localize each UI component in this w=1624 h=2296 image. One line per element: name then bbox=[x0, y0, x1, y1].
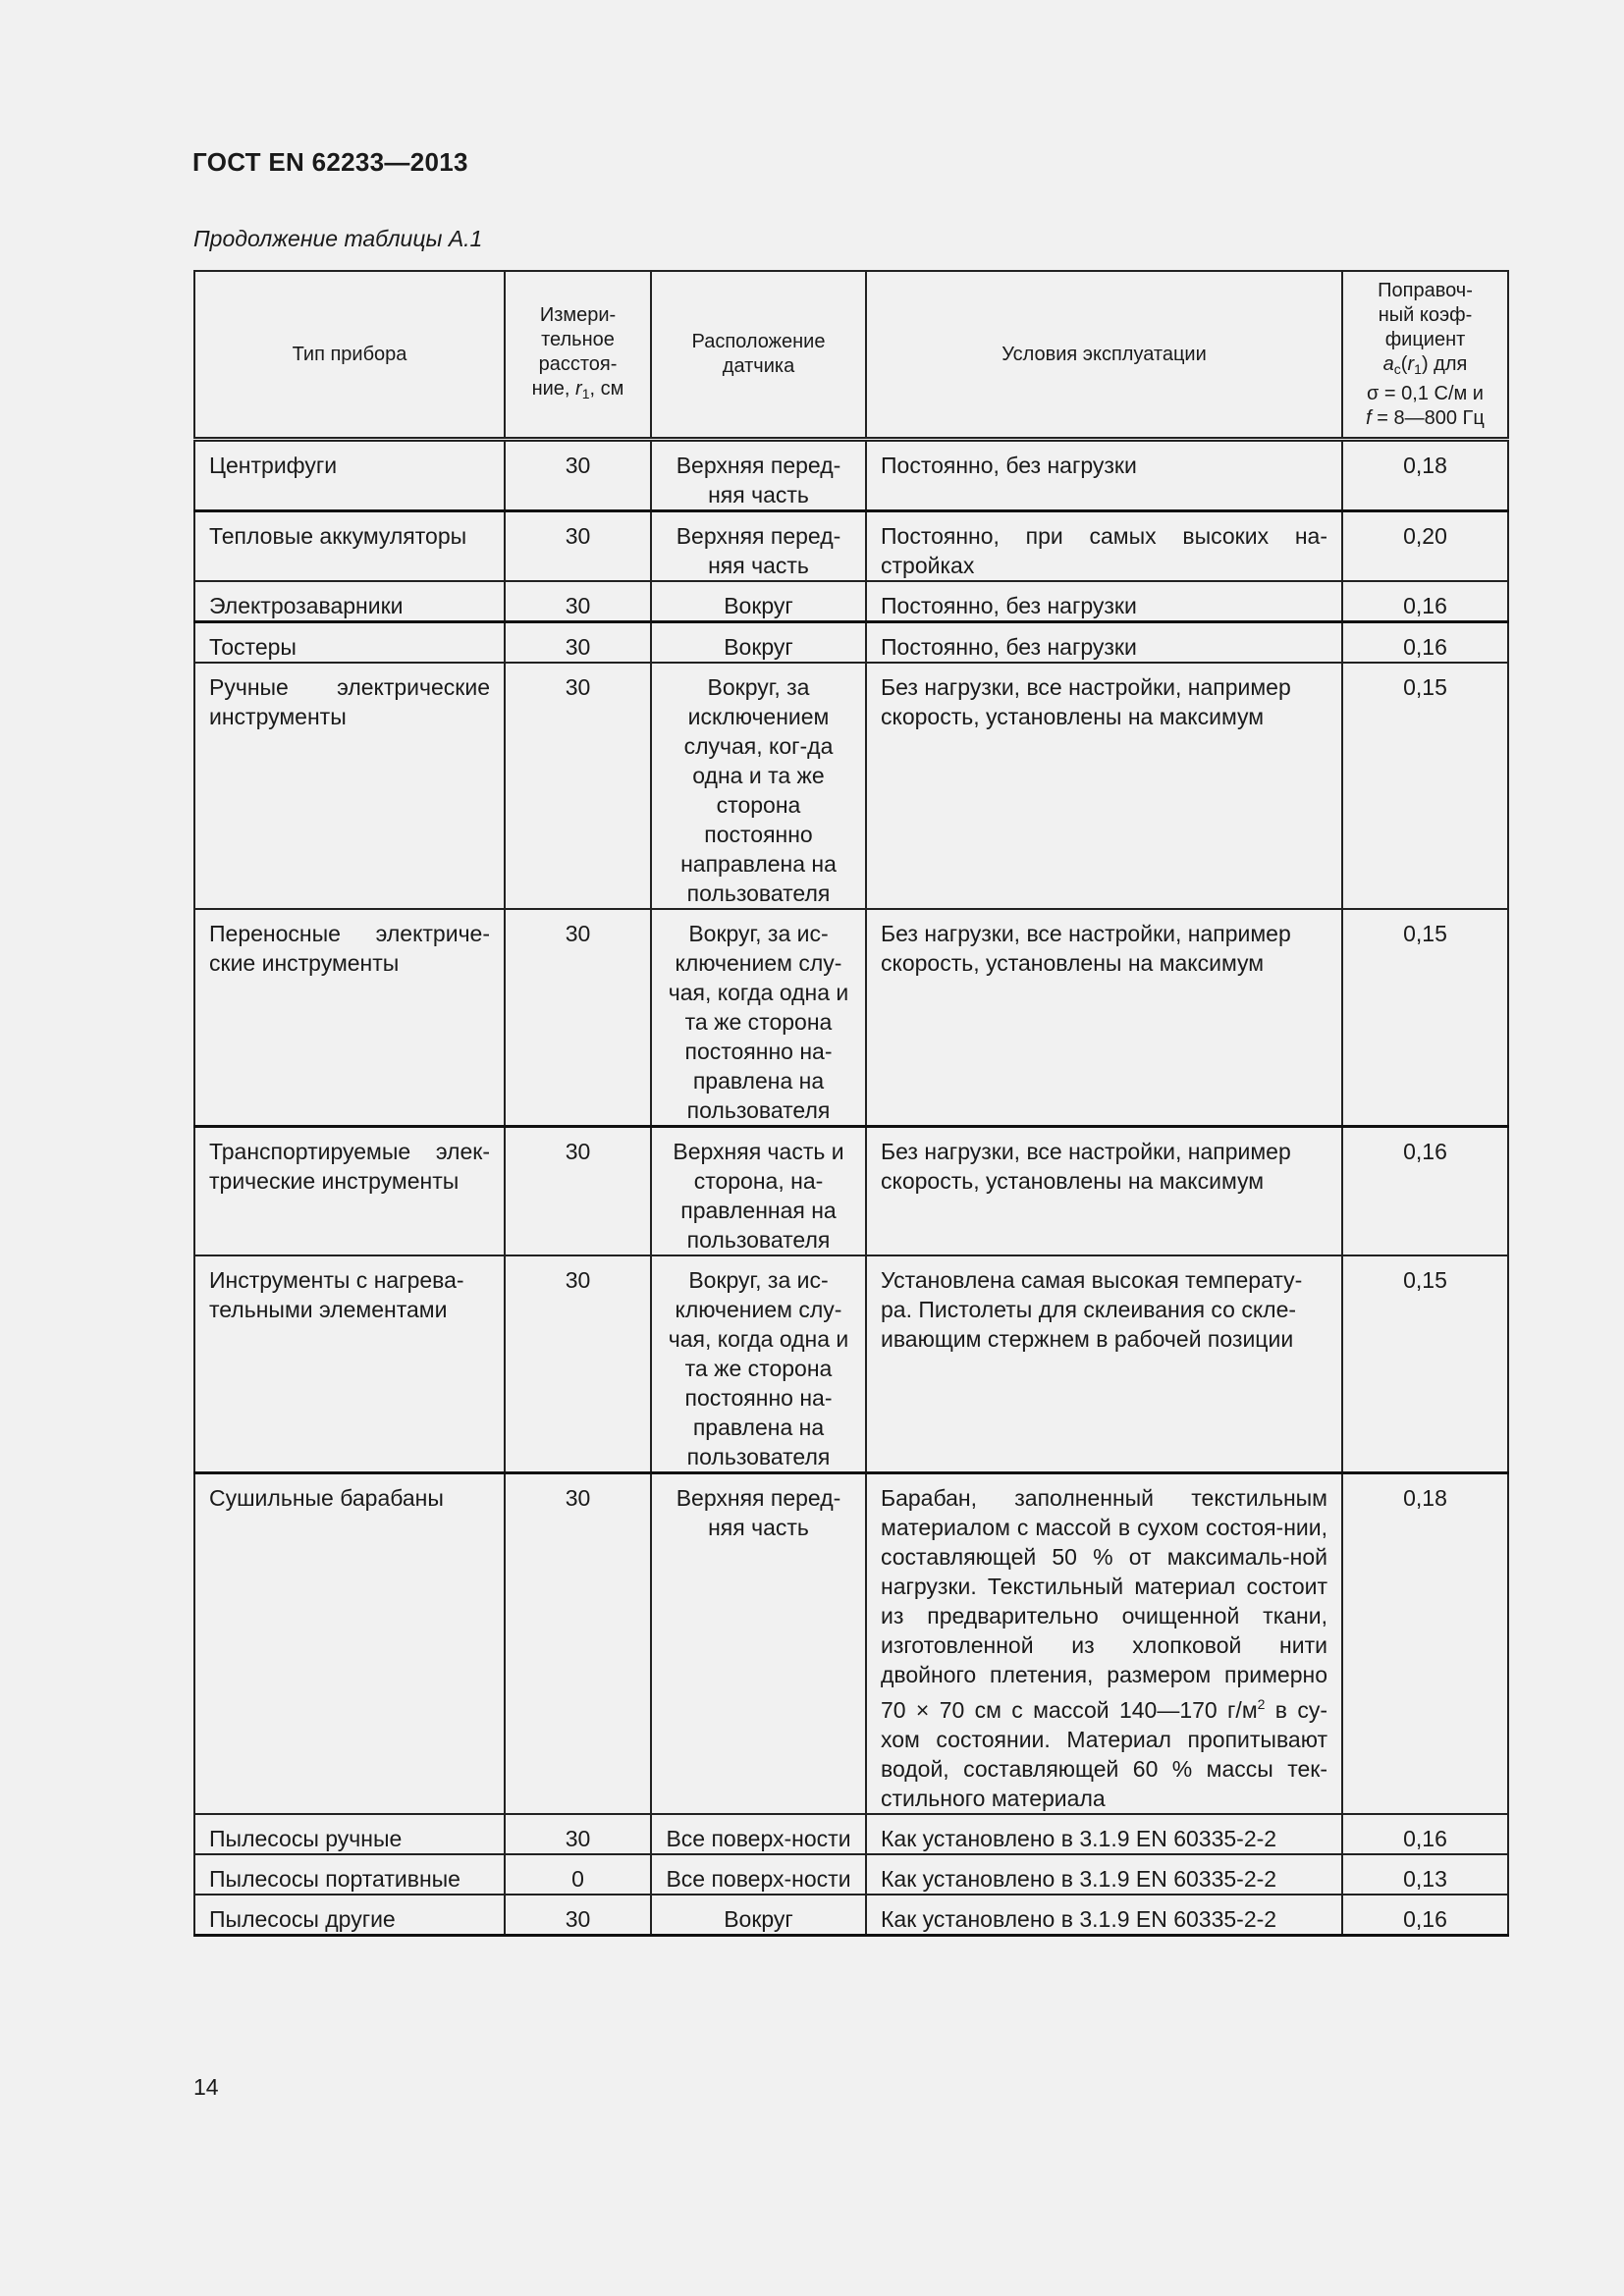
table-caption: Продолжение таблицы А.1 bbox=[193, 226, 483, 251]
cell-sensor: Вокруг, за ис-ключением слу-чая, когда одна и та же сторона постоянно на-правлена на пользователя bbox=[651, 909, 866, 1127]
column-header-sensor: Расположение датчика bbox=[651, 271, 866, 440]
cell-sensor: Вокруг, за исключением случая, ког-да одна и та же сторона постоянно направлена на пользователя bbox=[651, 663, 866, 909]
cell-factor: 0,13 bbox=[1342, 1854, 1508, 1895]
table-row bbox=[194, 1255, 1508, 1473]
cell-conditions: Постоянно, без нагрузки bbox=[866, 440, 1342, 511]
document-header: ГОСТ EN 62233—2013 bbox=[192, 147, 468, 177]
cell-conditions: Как установлено в 3.1.9 EN 60335-2-2 bbox=[866, 1895, 1342, 1936]
cell-type: Инструменты с нагрева-тельными элементами bbox=[194, 1255, 505, 1473]
cell-type: Пылесосы ручные bbox=[194, 1814, 505, 1854]
table-row bbox=[194, 622, 1508, 664]
cell-sensor: Все поверх-ности bbox=[651, 1814, 866, 1854]
table-row bbox=[194, 511, 1508, 582]
cell-type: Тостеры bbox=[194, 622, 505, 664]
cell-distance: 30 bbox=[505, 1895, 651, 1936]
cell-factor: 0,16 bbox=[1342, 622, 1508, 664]
cell-type: Пылесосы другие bbox=[194, 1895, 505, 1936]
cell-factor: 0,16 bbox=[1342, 1127, 1508, 1256]
cell-type: Пылесосы портативные bbox=[194, 1854, 505, 1895]
table-row bbox=[194, 440, 1508, 511]
cell-distance: 30 bbox=[505, 1814, 651, 1854]
cell-distance: 30 bbox=[505, 440, 651, 511]
cell-type: Электрозаварники bbox=[194, 581, 505, 622]
cell-distance: 30 bbox=[505, 581, 651, 622]
cell-sensor: Верхняя перед-няя часть bbox=[651, 440, 866, 511]
cell-sensor: Вокруг bbox=[651, 622, 866, 664]
cell-factor: 0,16 bbox=[1342, 581, 1508, 622]
cell-conditions: Без нагрузки, все настройки, например скорость, установлены на максимум bbox=[866, 663, 1342, 909]
cell-distance: 30 bbox=[505, 1127, 651, 1256]
cell-factor: 0,18 bbox=[1342, 1473, 1508, 1815]
table-row bbox=[194, 581, 1508, 622]
cell-distance: 30 bbox=[505, 1255, 651, 1473]
cell-sensor: Все поверх-ности bbox=[651, 1854, 866, 1895]
cell-type: Центрифуги bbox=[194, 440, 505, 511]
cell-conditions: Барабан, заполненный текстильным материалом с массой в сухом состоя-нии, составляющей 50 % от максималь-ной нагрузки. Текстильный материал состоит из предварительно очищенной ткани, изготовленной из хлопковой нити двойного плетения, размером примерно 70 × 70 см с массой 140—170 $г/м^2$ в су-хом состоянии. Материал пропитывают водой, составляющей 60 % массы тек-стильного материала bbox=[866, 1473, 1342, 1815]
cell-distance: 30 bbox=[505, 1473, 651, 1815]
cell-sensor: Верхняя перед-няя часть bbox=[651, 511, 866, 582]
cell-type: Транспортируемые элек-трические инструменты bbox=[194, 1127, 505, 1256]
table-header-row bbox=[194, 271, 1508, 440]
table-row bbox=[194, 1127, 1508, 1256]
cell-sensor: Вокруг bbox=[651, 1895, 866, 1936]
cell-distance: 30 bbox=[505, 622, 651, 664]
cell-conditions: Постоянно, без нагрузки bbox=[866, 622, 1342, 664]
page-number: 14 bbox=[193, 2074, 219, 2100]
table-row bbox=[194, 1814, 1508, 1854]
cell-factor: 0,16 bbox=[1342, 1814, 1508, 1854]
cell-sensor: Вокруг bbox=[651, 581, 866, 622]
table-row bbox=[194, 1854, 1508, 1895]
table-row bbox=[194, 909, 1508, 1127]
cell-distance: 30 bbox=[505, 909, 651, 1127]
cell-distance: 0 bbox=[505, 1854, 651, 1895]
cell-conditions: Постоянно, при самых высоких на-стройках bbox=[866, 511, 1342, 582]
cell-factor: 0,15 bbox=[1342, 1255, 1508, 1473]
cell-factor: 0,20 bbox=[1342, 511, 1508, 582]
cell-sensor: Вокруг, за ис-ключением слу-чая, когда одна и та же сторона постоянно на-правлена на пользователя bbox=[651, 1255, 866, 1473]
cell-conditions: Установлена самая высокая температу-ра. Пистолеты для склеивания со скле-ивающим стержнем в рабочей позиции bbox=[866, 1255, 1342, 1473]
cell-factor: 0,15 bbox=[1342, 663, 1508, 909]
cell-conditions: Постоянно, без нагрузки bbox=[866, 581, 1342, 622]
column-header-factor: Поправоч- ный коэф- фициент $a_c(r_1)$ для σ = 0,1 С/м и f = 8—800 Гц bbox=[1342, 271, 1508, 440]
table-row bbox=[194, 1895, 1508, 1936]
cell-type: Ручные электрические инструменты bbox=[194, 663, 505, 909]
table-row bbox=[194, 663, 1508, 909]
cell-conditions: Как установлено в 3.1.9 EN 60335-2-2 bbox=[866, 1854, 1342, 1895]
appliance-table bbox=[193, 270, 1509, 1937]
cell-factor: 0,15 bbox=[1342, 909, 1508, 1127]
cell-conditions: Без нагрузки, все настройки, например скорость, установлены на максимум bbox=[866, 1127, 1342, 1256]
cell-type: Тепловые аккумуляторы bbox=[194, 511, 505, 582]
table-row bbox=[194, 1473, 1508, 1815]
column-header-distance: Измери- тельное расстоя- ние, $r_1$, см bbox=[505, 271, 651, 440]
cell-distance: 30 bbox=[505, 663, 651, 909]
cell-sensor: Верхняя перед-няя часть bbox=[651, 1473, 866, 1815]
cell-factor: 0,18 bbox=[1342, 440, 1508, 511]
cell-distance: 30 bbox=[505, 511, 651, 582]
cell-conditions: Как установлено в 3.1.9 EN 60335-2-2 bbox=[866, 1814, 1342, 1854]
cell-factor: 0,16 bbox=[1342, 1895, 1508, 1936]
cell-type: Сушильные барабаны bbox=[194, 1473, 505, 1815]
cell-type: Переносные электриче-ские инструменты bbox=[194, 909, 505, 1127]
column-header-conditions: Условия эксплуатации bbox=[866, 271, 1342, 440]
cell-conditions: Без нагрузки, все настройки, например скорость, установлены на максимум bbox=[866, 909, 1342, 1127]
cell-sensor: Верхняя часть и сторона, на-правленная на пользователя bbox=[651, 1127, 866, 1256]
column-header-type: Тип прибора bbox=[194, 271, 505, 440]
